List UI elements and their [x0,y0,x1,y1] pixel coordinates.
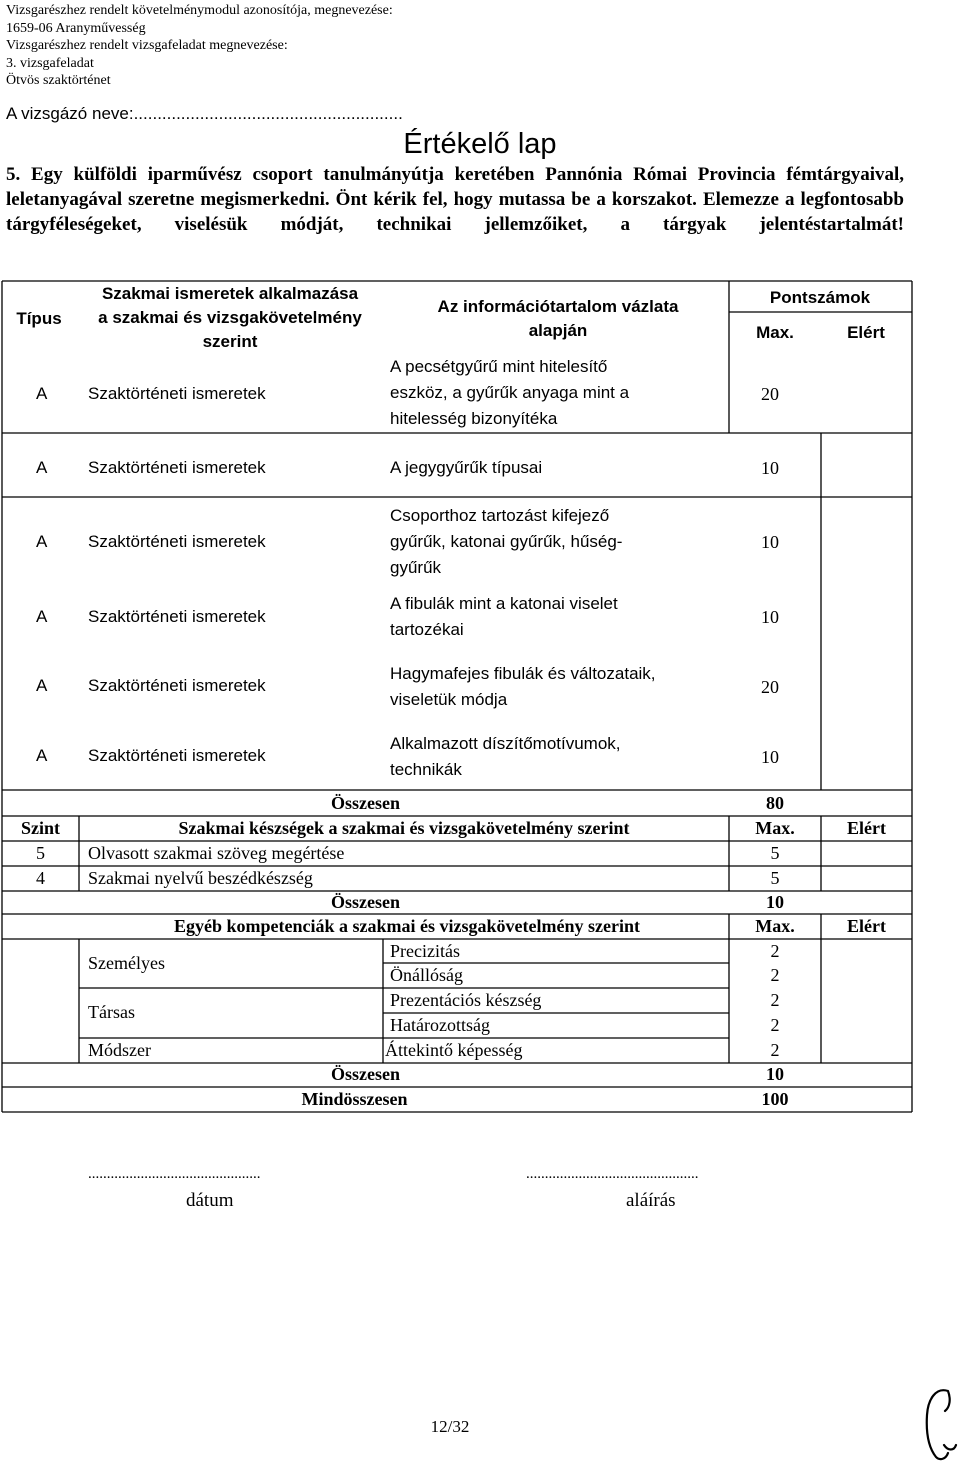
column-header-achieved: Elért [847,818,886,838]
candidate-name-line: A vizsgázó neve:......................................................... [6,104,403,123]
signature-label: aláírás [626,1190,676,1211]
competency-item: Precizitás [390,941,460,961]
column-header-level: Szint [20,818,60,838]
task-line: korszakot. Elemezze a legfontosabb tárgyféleségeket, viselésük módját, technikai jellemzőiket, [6,189,904,235]
row-content [390,591,618,643]
competency-max: 2 [770,1040,780,1060]
column-header-content [388,295,728,343]
row-max: 10 [761,532,779,552]
date-line: .............................................. [88,1166,261,1182]
task-line: 5. Egy külföldi iparművész csoport tanulmányútja keretében Pannónia Római Provincia [6,164,776,185]
content-line: tartozékai [390,620,464,639]
column-header-max: Max. [755,916,795,936]
row-max: 10 [761,747,779,767]
row-content [390,503,622,581]
row-area: Szaktörténeti ismeretek [88,532,266,551]
competency-item: Áttekintő képesség [385,1040,523,1060]
content-line: technikák [390,760,462,779]
total-value: 80 [766,793,784,813]
column-header-knowledge [80,282,380,354]
header-line: Szakmai ismeretek alkalmazása [101,284,359,303]
header-line: a szakmai és vizsgakövetelmény [98,308,362,327]
column-header-achieved: Elért [847,323,885,342]
column-header-max: Max. [755,818,795,838]
row-max: 5 [770,868,780,888]
content-line: gyűrűk [390,558,442,577]
competency-max: 2 [770,941,780,961]
header-line: szerint [202,332,258,351]
total-value: 10 [766,1064,784,1084]
row-area: Szaktörténeti ismeretek [88,384,266,403]
total-label: Összesen [331,1064,400,1084]
header-line: 1659-06 Aranyművesség [6,20,146,36]
competency-max: 2 [770,965,780,985]
group-social: Társas [88,1002,135,1022]
content-line: gyűrűk, katonai gyűrűk, hűség- [390,532,623,551]
group-personal: Személyes [88,953,165,973]
header-line: Ötvös szaktörténet [6,73,111,88]
row-type: A [36,532,48,551]
header-line: Vizsgarészhez rendelt követelménymodul azonosítója, megnevezése: [6,3,393,18]
competency-max: 2 [770,990,780,1010]
signature-line: .............................................. [526,1166,699,1182]
content-line: Csoporthoz tartozást kifejező [390,506,610,525]
total-label: Összesen [331,793,400,813]
row-type: A [36,676,48,695]
row-content [390,661,656,713]
row-type: A [36,458,48,477]
column-header-max: Max. [756,323,794,342]
content-line: viseletük módja [390,690,508,709]
row-type: A [36,746,48,765]
row-max: 5 [770,843,780,863]
row-area: Szaktörténeti ismeretek [88,746,266,765]
group-method: Módszer [88,1040,151,1060]
total-label: Összesen [331,892,400,912]
row-type: A [36,384,48,403]
row-level: 4 [36,868,45,888]
row-area: Szaktörténeti ismeretek [88,458,266,477]
row-area: Szaktörténeti ismeretek [88,676,266,695]
column-header-type: Típus [16,309,62,328]
grand-total-label: Mindösszesen [301,1089,408,1109]
row-area: Szaktörténeti ismeretek [88,607,266,626]
row-max: 10 [761,607,779,627]
page-title: Értékelő lap [403,128,557,160]
content-line: Alkalmazott díszítőmotívumok, [390,734,621,753]
total-value: 10 [766,892,784,912]
content-line: hitelesség bizonyítéka [390,409,558,428]
task-line: fémtárgyaival, leletanyagával szeretne megismerkedni. Önt kérik fel, hogy mutassa be a [6,164,904,210]
row-type: A [36,607,48,626]
handwritten-initial [918,1385,960,1463]
row-max: 10 [761,458,779,478]
column-header-skills: Szakmai készségek a szakmai és vizsgakövetelmény szerint [178,818,630,838]
page-number: 12/32 [430,1417,470,1436]
row-content [390,731,621,783]
content-line: A fibulák mint a katonai viselet [390,594,618,613]
row-max: 20 [761,384,779,404]
content-line: eszköz, a gyűrűk anyaga mint a [390,383,630,402]
content-line: A pecsétgyűrű mint hitelesítő [390,357,608,376]
row-skill: Olvasott szakmai szöveg megértése [88,843,345,863]
competency-item: Prezentációs készség [390,990,542,1010]
grand-total-value: 100 [761,1089,789,1109]
header-line: Az információtartalom vázlata [437,297,679,316]
date-label: dátum [186,1190,234,1211]
column-header-competencies: Egyéb kompetenciák a szakmai és vizsgakövetelmény szerint [174,916,640,936]
task-line: a tárgyak jelentéstartalmát! [620,214,905,235]
row-max: 20 [761,677,779,697]
competency-item: Önállóság [390,965,463,985]
header-line: alapján [528,321,588,340]
column-header-achieved: Elért [847,916,886,936]
header-line: 3. vizsgafeladat [6,55,94,71]
row-level: 5 [36,843,45,863]
content-line: Hagymafejes fibulák és változataik, [390,664,656,683]
row-content: A jegygyűrűk típusai [390,458,543,477]
header-line: Vizsgarészhez rendelt vizsgafeladat megnevezése: [6,38,288,53]
competency-max: 2 [770,1015,780,1035]
column-header-points: Pontszámok [769,288,871,307]
row-skill: Szakmai nyelvű beszédkészség [88,868,313,888]
competency-item: Határozottság [390,1015,490,1035]
row-content [390,354,629,432]
